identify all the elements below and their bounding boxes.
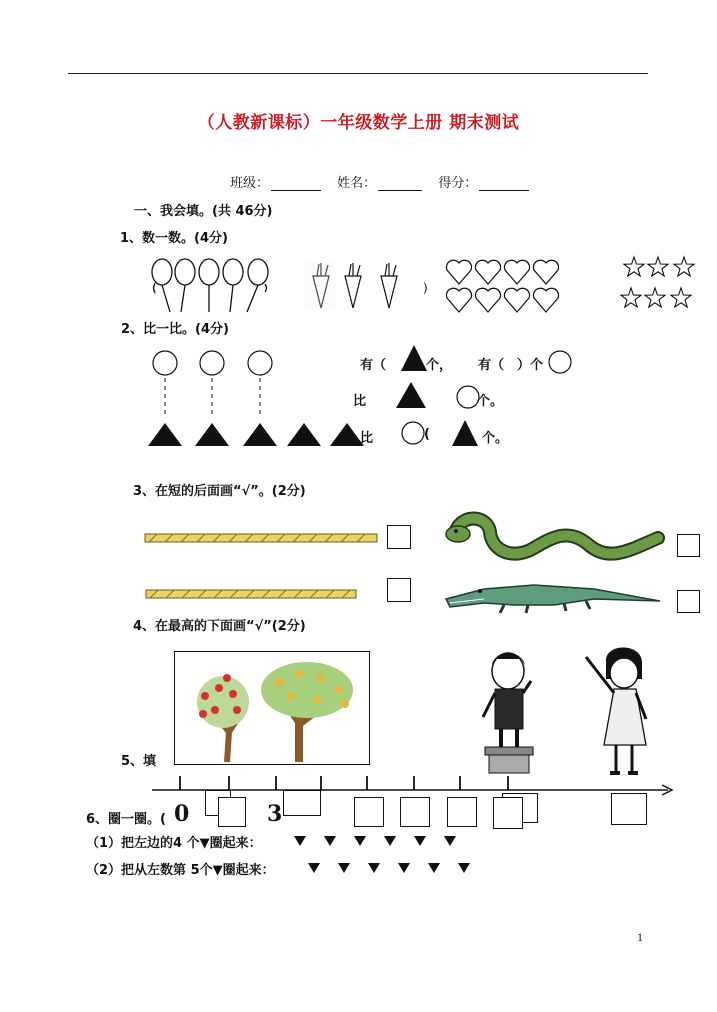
score-blank[interactable]: [479, 176, 529, 191]
name-label: 姓名：: [337, 176, 377, 191]
numberline-label-2: 3: [267, 801, 283, 827]
q2-line1-c: 有（ ）个: [478, 358, 544, 373]
numberline-box-5[interactable]: [400, 797, 430, 827]
q5-label: 5、填: [121, 754, 157, 769]
answer-box-snake[interactable]: [677, 534, 700, 557]
answer-box-crocodile[interactable]: [677, 590, 700, 613]
q2-line3-c: 个。: [482, 431, 509, 446]
q2-label: 2、比一比。(4分): [121, 322, 229, 337]
carrots-icon: [305, 262, 405, 310]
answer-box-short-stick[interactable]: [387, 578, 411, 602]
q2-line2-a: 比: [353, 394, 367, 409]
q4-label: 4、在最高的下面画“√”(2分): [133, 619, 306, 634]
class-blank[interactable]: [271, 176, 321, 191]
answer-box-long-stick[interactable]: [387, 525, 411, 549]
q2-line3-b: (: [424, 427, 430, 442]
numberline-box-end[interactable]: [611, 793, 647, 825]
numberline-box-1[interactable]: [218, 797, 246, 827]
hearts-icon: [445, 258, 565, 318]
page-title: （人教新课标）一年级数学上册 期末测试: [197, 113, 520, 133]
numberline-box-7[interactable]: [493, 797, 523, 829]
trees-icon: [175, 652, 369, 764]
girl-icon: [580, 645, 670, 780]
circles-triangles-figure: [146, 348, 366, 452]
q1-label: 1、数一数。(4分): [120, 231, 228, 246]
crocodile-icon: [444, 575, 662, 615]
numberline-box-2a[interactable]: [283, 790, 321, 816]
q2-line3-a: 比: [360, 431, 374, 446]
snake-icon: [444, 508, 660, 570]
q2-line1-b: 个，: [426, 358, 453, 373]
name-blank[interactable]: [378, 176, 422, 191]
numberline-box-4[interactable]: [354, 797, 384, 827]
circle-icon: [548, 350, 572, 374]
q2-line1-a: 有（: [360, 358, 387, 373]
triangle-icon: [450, 418, 482, 448]
class-label: 班级：: [230, 176, 270, 191]
q6-label: 6、圈一圈。(: [86, 812, 166, 827]
triangles-row-2: [306, 861, 476, 875]
score-label: 得分：: [438, 176, 478, 191]
short-stick-icon: [144, 585, 358, 603]
q6-line1: （1）把左边的4 个▼圈起来：: [86, 836, 262, 851]
section-1-heading: 一、我会填。(共 46分): [134, 204, 273, 219]
triangles-row-1: [292, 834, 462, 848]
q1-paren-left: (: [152, 281, 157, 295]
q1-paren-right: ): [423, 281, 428, 295]
trees-picture: [174, 651, 370, 765]
numberline-label-0: 0: [174, 801, 190, 827]
student-info: [230, 172, 541, 191]
q6-line2: （2）把从左数第 5个▼圈起来：: [86, 863, 275, 878]
long-stick-icon: [143, 528, 379, 548]
page-number: 1: [637, 930, 643, 944]
top-rule: [68, 73, 648, 74]
numberline-box-6[interactable]: [447, 797, 477, 827]
q2-line2-b: 个。: [477, 394, 504, 409]
circle-icon: [400, 420, 426, 446]
stars-icon: [620, 256, 700, 312]
boy-on-stool-icon: [475, 645, 545, 780]
q3-label: 3、在短的后面画“√”。(2分): [133, 484, 306, 499]
balloons-icon: [145, 254, 275, 314]
triangle-icon: [394, 380, 430, 410]
